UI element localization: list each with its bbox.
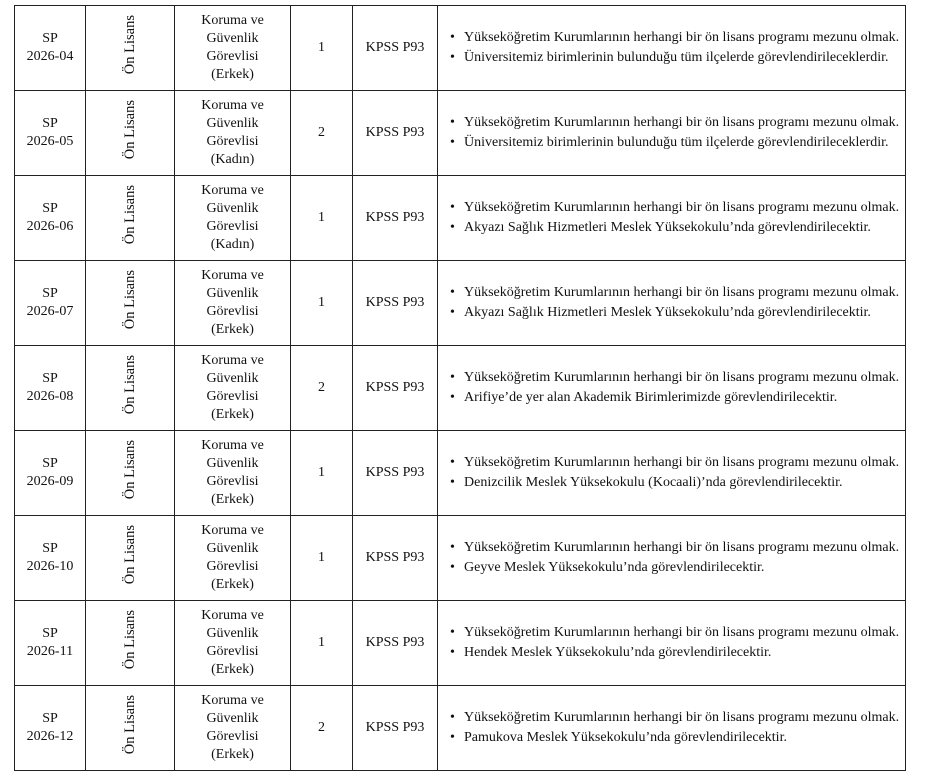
education-level: Ön Lisans: [122, 525, 138, 585]
requirement-item: • Yükseköğretim Kurumlarının herhangi bir ön lisans programı mezunu olmak.: [450, 623, 901, 643]
position-gender: (Kadın): [210, 152, 255, 167]
requirements-cell: [438, 601, 906, 686]
position-code: [15, 601, 86, 686]
position-code-prefix: SP: [42, 31, 58, 46]
position-code: [15, 261, 86, 346]
position-code-prefix: SP: [42, 286, 58, 301]
position-title-line: Görevlisi: [206, 729, 259, 744]
position-title-line: Güvenlik: [206, 286, 259, 301]
requirements-list: [450, 28, 901, 68]
position-title-line: Görevlisi: [206, 389, 259, 404]
requirement-item: • Yükseköğretim Kurumlarının herhangi bir ön lisans programı mezunu olmak.: [450, 368, 901, 388]
position-title-line: Görevlisi: [206, 134, 259, 149]
position-code: [15, 176, 86, 261]
requirements-list: [450, 623, 901, 663]
table-row: [15, 431, 906, 516]
requirements-cell: [438, 91, 906, 176]
position-title-line: Güvenlik: [206, 371, 259, 386]
position-code-prefix: SP: [42, 626, 58, 641]
education-level-cell: [86, 686, 175, 771]
positions-table-body: [15, 6, 906, 771]
table-row: [15, 346, 906, 431]
exam-score-type: KPSS P93: [353, 516, 438, 601]
position-code-prefix: SP: [42, 456, 58, 471]
position-code: [15, 516, 86, 601]
requirement-item: • Yükseköğretim Kurumlarının herhangi bir ön lisans programı mezunu olmak.: [450, 113, 901, 133]
position-code-number: 2026-11: [26, 644, 74, 659]
position-title-line: Koruma ve: [201, 523, 264, 538]
requirement-item: • Arifiye’de yer alan Akademik Birimlerimizde görevlendirilecektir.: [450, 388, 901, 408]
position-gender: (Erkek): [211, 322, 254, 337]
education-level: Ön Lisans: [122, 185, 138, 245]
position-title-line: Görevlisi: [206, 219, 259, 234]
requirements-list: [450, 283, 901, 323]
position-title-line: Güvenlik: [206, 456, 259, 471]
position-title: [175, 686, 291, 771]
position-gender: (Erkek): [211, 747, 254, 762]
table-row: [15, 261, 906, 346]
position-title: [175, 261, 291, 346]
education-level: Ön Lisans: [122, 440, 138, 500]
education-level-cell: [86, 431, 175, 516]
requirement-item: • Yükseköğretim Kurumlarının herhangi bir ön lisans programı mezunu olmak.: [450, 453, 901, 473]
education-level: Ön Lisans: [122, 695, 138, 755]
requirement-item: • Yükseköğretim Kurumlarının herhangi bir ön lisans programı mezunu olmak.: [450, 708, 901, 728]
requirements-list: [450, 198, 901, 238]
position-code: [15, 346, 86, 431]
position-title-line: Koruma ve: [201, 353, 264, 368]
requirements-cell: [438, 6, 906, 91]
exam-score-type: KPSS P93: [353, 6, 438, 91]
position-code-number: 2026-05: [26, 134, 74, 149]
position-code-number: 2026-06: [26, 219, 74, 234]
position-title-line: Koruma ve: [201, 13, 264, 28]
education-level-cell: [86, 176, 175, 261]
position-title-line: Koruma ve: [201, 98, 264, 113]
education-level: Ön Lisans: [122, 610, 138, 670]
position-code: [15, 91, 86, 176]
positions-table: [14, 5, 906, 771]
education-level: Ön Lisans: [122, 270, 138, 330]
requirements-cell: [438, 261, 906, 346]
requirements-list: [450, 538, 901, 578]
position-title-line: Görevlisi: [206, 49, 259, 64]
position-title-line: Güvenlik: [206, 626, 259, 641]
education-level: Ön Lisans: [122, 100, 138, 160]
position-title: [175, 601, 291, 686]
position-count: 1: [291, 516, 353, 601]
exam-score-type: KPSS P93: [353, 431, 438, 516]
position-code: [15, 6, 86, 91]
requirement-item: • Yükseköğretim Kurumlarının herhangi bir ön lisans programı mezunu olmak.: [450, 198, 901, 218]
table-row: [15, 686, 906, 771]
requirement-item: • Üniversitemiz birimlerinin bulunduğu tüm ilçelerde görevlendirileceklerdir.: [450, 48, 901, 68]
position-code-prefix: SP: [42, 116, 58, 131]
exam-score-type: KPSS P93: [353, 91, 438, 176]
education-level-cell: [86, 601, 175, 686]
requirement-item: • Yükseköğretim Kurumlarının herhangi bir ön lisans programı mezunu olmak.: [450, 283, 901, 303]
education-level-cell: [86, 516, 175, 601]
table-row: [15, 176, 906, 261]
position-code-number: 2026-08: [26, 389, 74, 404]
position-title: [175, 346, 291, 431]
requirement-item: • Geyve Meslek Yüksekokulu’nda görevlendirilecektir.: [450, 558, 901, 578]
position-title-line: Güvenlik: [206, 711, 259, 726]
position-count: 2: [291, 91, 353, 176]
position-title-line: Güvenlik: [206, 201, 259, 216]
position-gender: (Kadın): [210, 237, 255, 252]
table-row: [15, 516, 906, 601]
position-title: [175, 431, 291, 516]
position-title-line: Koruma ve: [201, 438, 264, 453]
position-code-number: 2026-10: [26, 559, 74, 574]
position-count: 1: [291, 601, 353, 686]
requirement-item: • Akyazı Sağlık Hizmetleri Meslek Yüksekokulu’nda görevlendirilecektir.: [450, 303, 901, 323]
position-code-number: 2026-09: [26, 474, 74, 489]
requirement-item: • Yükseköğretim Kurumlarının herhangi bir ön lisans programı mezunu olmak.: [450, 28, 901, 48]
position-title: [175, 91, 291, 176]
position-title-line: Güvenlik: [206, 116, 259, 131]
position-count: 1: [291, 431, 353, 516]
position-title-line: Koruma ve: [201, 268, 264, 283]
table-row: [15, 91, 906, 176]
position-title-line: Güvenlik: [206, 541, 259, 556]
position-title: [175, 516, 291, 601]
position-count: 2: [291, 346, 353, 431]
requirements-cell: [438, 431, 906, 516]
education-level-cell: [86, 6, 175, 91]
position-gender: (Erkek): [211, 67, 254, 82]
education-level-cell: [86, 346, 175, 431]
requirements-list: [450, 113, 901, 153]
position-title: [175, 176, 291, 261]
position-gender: (Erkek): [211, 492, 254, 507]
position-count: 2: [291, 686, 353, 771]
position-title-line: Koruma ve: [201, 608, 264, 623]
position-gender: (Erkek): [211, 577, 254, 592]
requirements-cell: [438, 516, 906, 601]
exam-score-type: KPSS P93: [353, 346, 438, 431]
position-code-prefix: SP: [42, 541, 58, 556]
requirement-item: • Pamukova Meslek Yüksekokulu’nda görevlendirilecektir.: [450, 728, 901, 748]
position-code-number: 2026-04: [26, 49, 74, 64]
requirements-list: [450, 368, 901, 408]
position-title-line: Koruma ve: [201, 693, 264, 708]
exam-score-type: KPSS P93: [353, 686, 438, 771]
exam-score-type: KPSS P93: [353, 261, 438, 346]
requirements-list: [450, 708, 901, 748]
requirement-item: • Üniversitemiz birimlerinin bulunduğu tüm ilçelerde görevlendirileceklerdir.: [450, 133, 901, 153]
education-level: Ön Lisans: [122, 15, 138, 75]
position-title: [175, 6, 291, 91]
position-code: [15, 431, 86, 516]
position-code-number: 2026-07: [26, 304, 74, 319]
position-title-line: Koruma ve: [201, 183, 264, 198]
table-row: [15, 601, 906, 686]
position-title-line: Görevlisi: [206, 304, 259, 319]
position-gender: (Erkek): [211, 407, 254, 422]
position-code-prefix: SP: [42, 201, 58, 216]
position-count: 1: [291, 6, 353, 91]
requirements-cell: [438, 346, 906, 431]
requirement-item: • Denizcilik Meslek Yüksekokulu (Kocaali)’nda görevlendirilecektir.: [450, 473, 901, 493]
position-count: 1: [291, 176, 353, 261]
education-level-cell: [86, 91, 175, 176]
requirement-item: • Yükseköğretim Kurumlarının herhangi bir ön lisans programı mezunu olmak.: [450, 538, 901, 558]
requirement-item: • Hendek Meslek Yüksekokulu’nda görevlendirilecektir.: [450, 643, 901, 663]
position-code-prefix: SP: [42, 711, 58, 726]
position-gender: (Erkek): [211, 662, 254, 677]
position-code-prefix: SP: [42, 371, 58, 386]
requirements-cell: [438, 176, 906, 261]
exam-score-type: KPSS P93: [353, 176, 438, 261]
position-title-line: Güvenlik: [206, 31, 259, 46]
position-code: [15, 686, 86, 771]
position-count: 1: [291, 261, 353, 346]
position-code-number: 2026-12: [26, 729, 74, 744]
requirements-list: [450, 453, 901, 493]
requirements-cell: [438, 686, 906, 771]
position-title-line: Görevlisi: [206, 644, 259, 659]
exam-score-type: KPSS P93: [353, 601, 438, 686]
table-row: [15, 6, 906, 91]
requirement-item: • Akyazı Sağlık Hizmetleri Meslek Yüksekokulu’nda görevlendirilecektir.: [450, 218, 901, 238]
position-title-line: Görevlisi: [206, 559, 259, 574]
position-title-line: Görevlisi: [206, 474, 259, 489]
education-level: Ön Lisans: [122, 355, 138, 415]
education-level-cell: [86, 261, 175, 346]
